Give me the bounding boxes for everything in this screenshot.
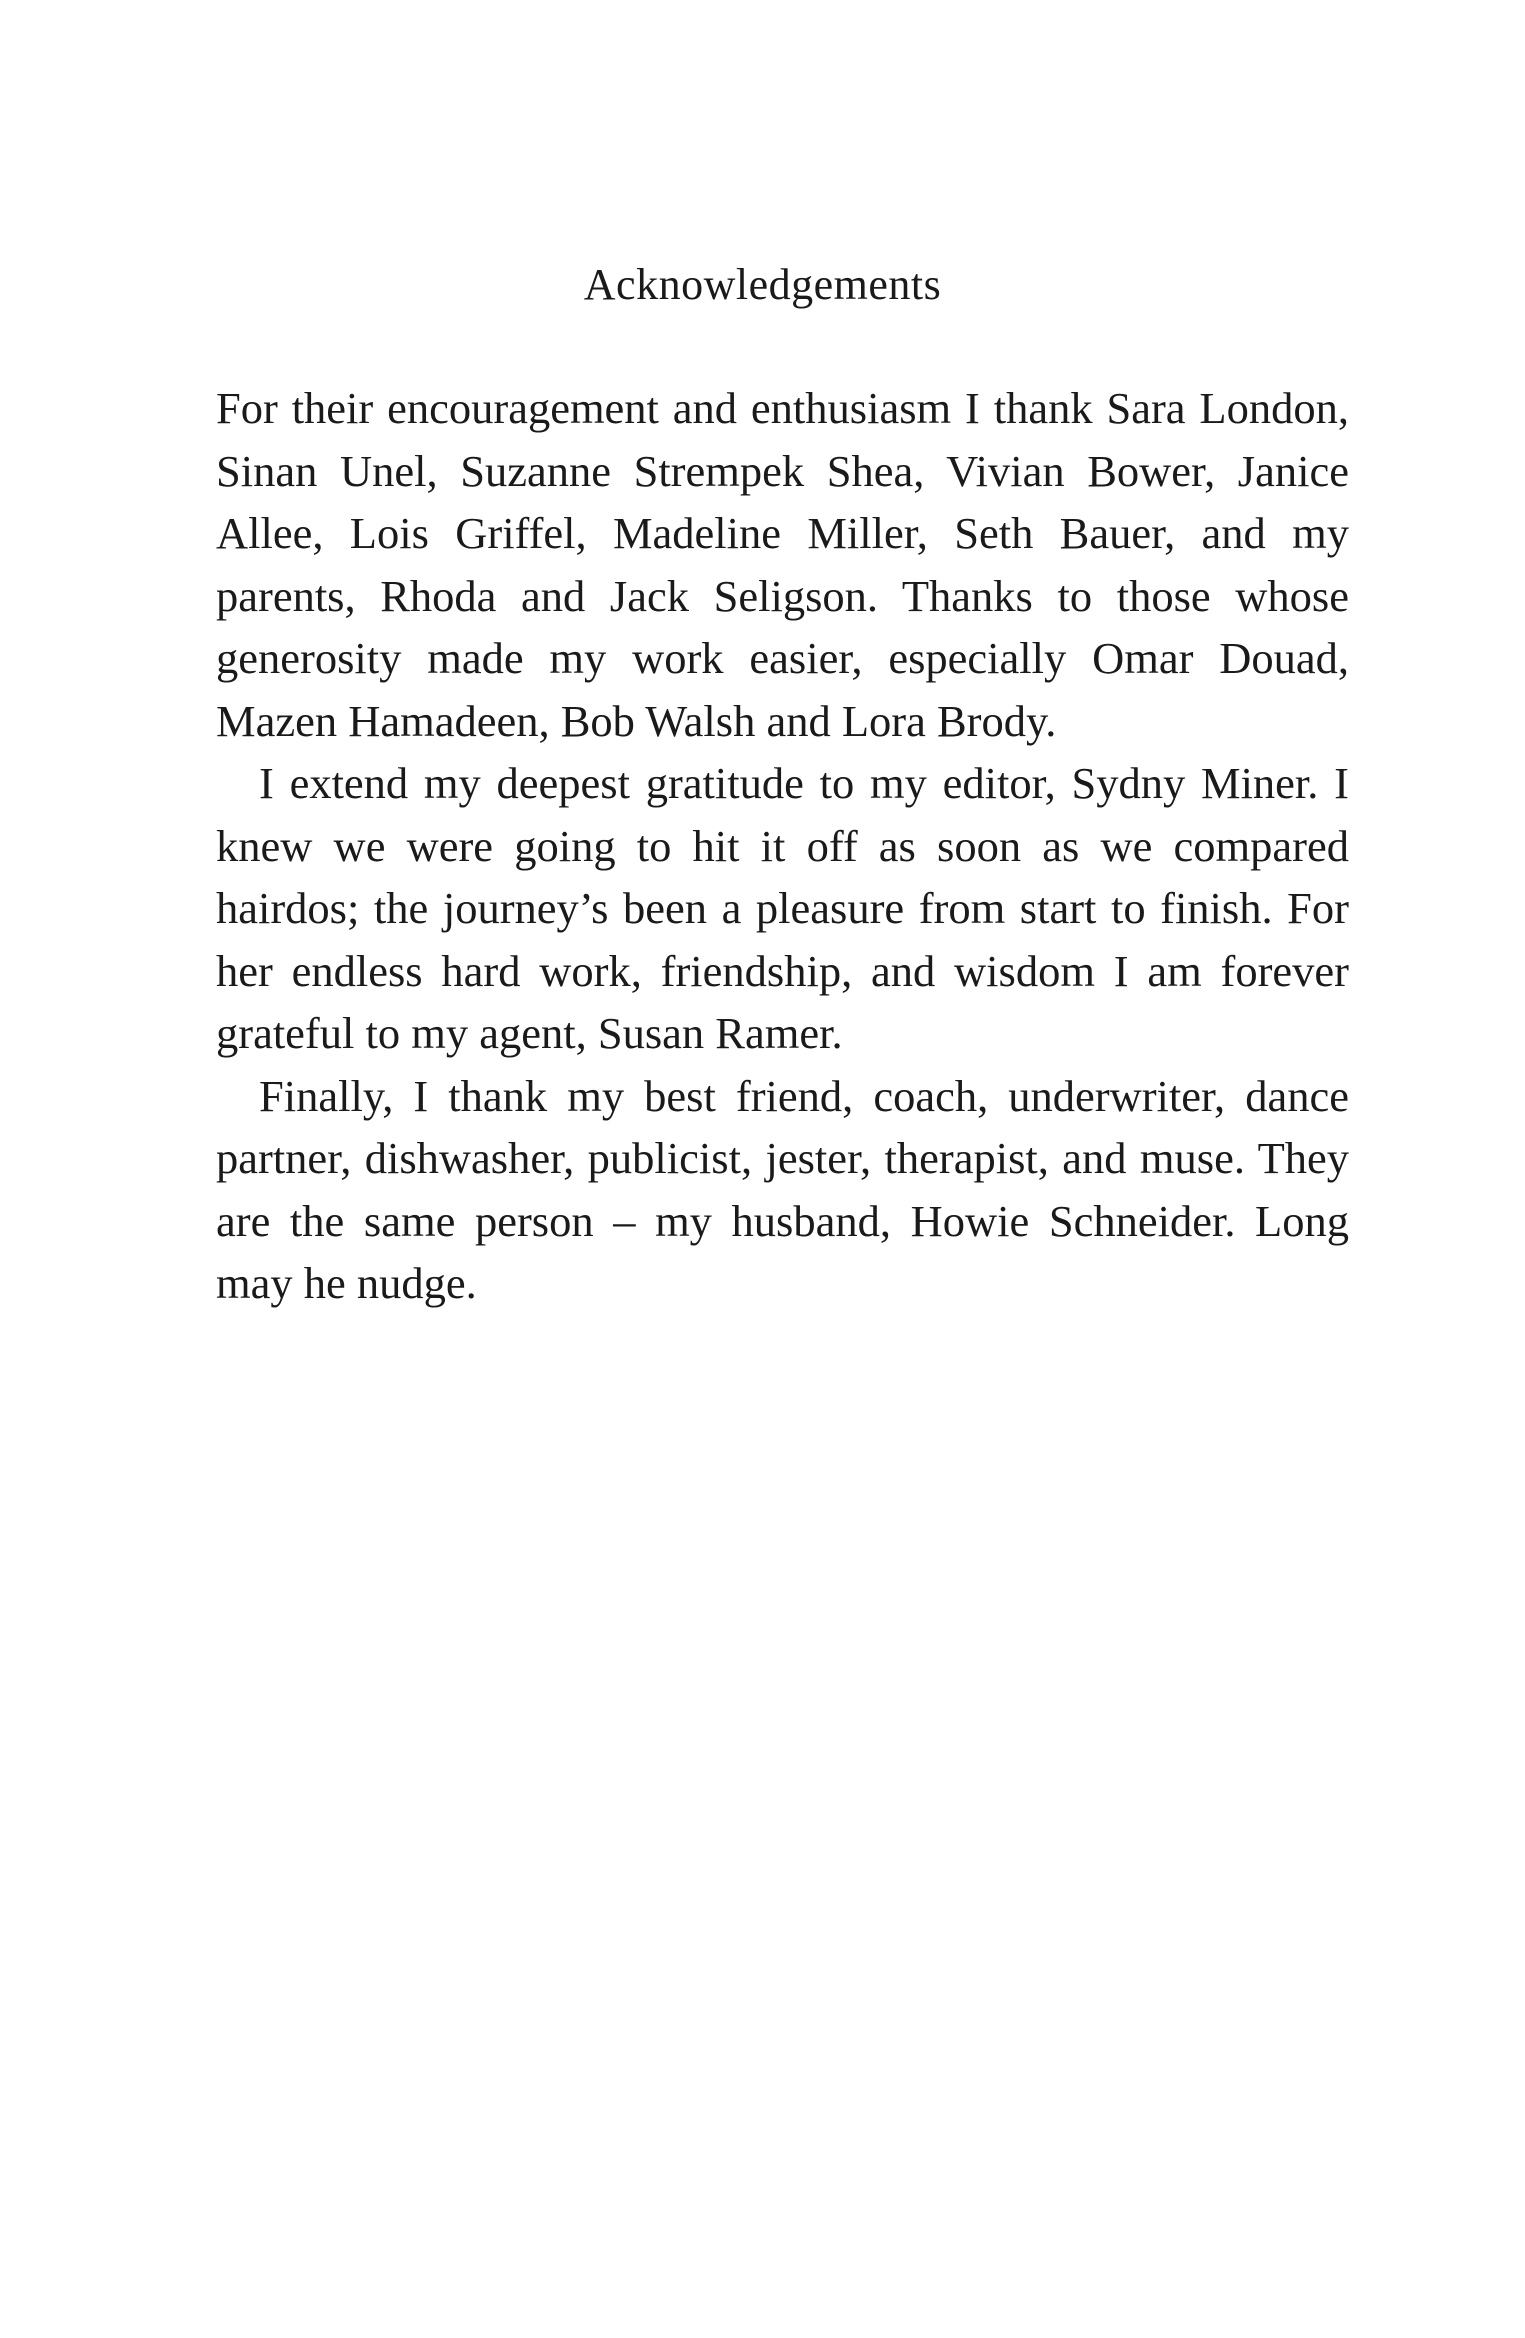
paragraph-husband: Finally, I thank my best friend, coach, underwriter, dance partner, dishwasher, publicist, jester, therapist, and muse. They are the same person – my husband, Howie Schneider. Long may he nudge. <box>216 1070 1349 1308</box>
paragraph-editor-agent: I extend my deepest gratitude to my editor, Sydny Miner. I knew we were going to hit it off as soon as we compared hairdos; the journey’s been a pleasure from start to finish. For her endless hard work, friendship, and wisdom I am forever grateful to my agent, Susan Ramer. <box>216 758 1349 1058</box>
page-title: Acknowledgements <box>583 260 942 309</box>
acknowledgements-body <box>216 377 1349 1315</box>
paragraph-encouragement: For their encouragement and enthusiasm I thank Sara London, Sinan Unel, Suzanne Strempek Shea, Vivian Bower, Janice Allee, Lois Griffel, Madeline Miller, Seth Bauer, and my parents, Rhoda and Jack Seligson. Thanks to those whose generosity made my work easier, especially Omar Douad, Mazen Hamadeen, Bob Walsh and Lora Brody. <box>216 383 1349 746</box>
